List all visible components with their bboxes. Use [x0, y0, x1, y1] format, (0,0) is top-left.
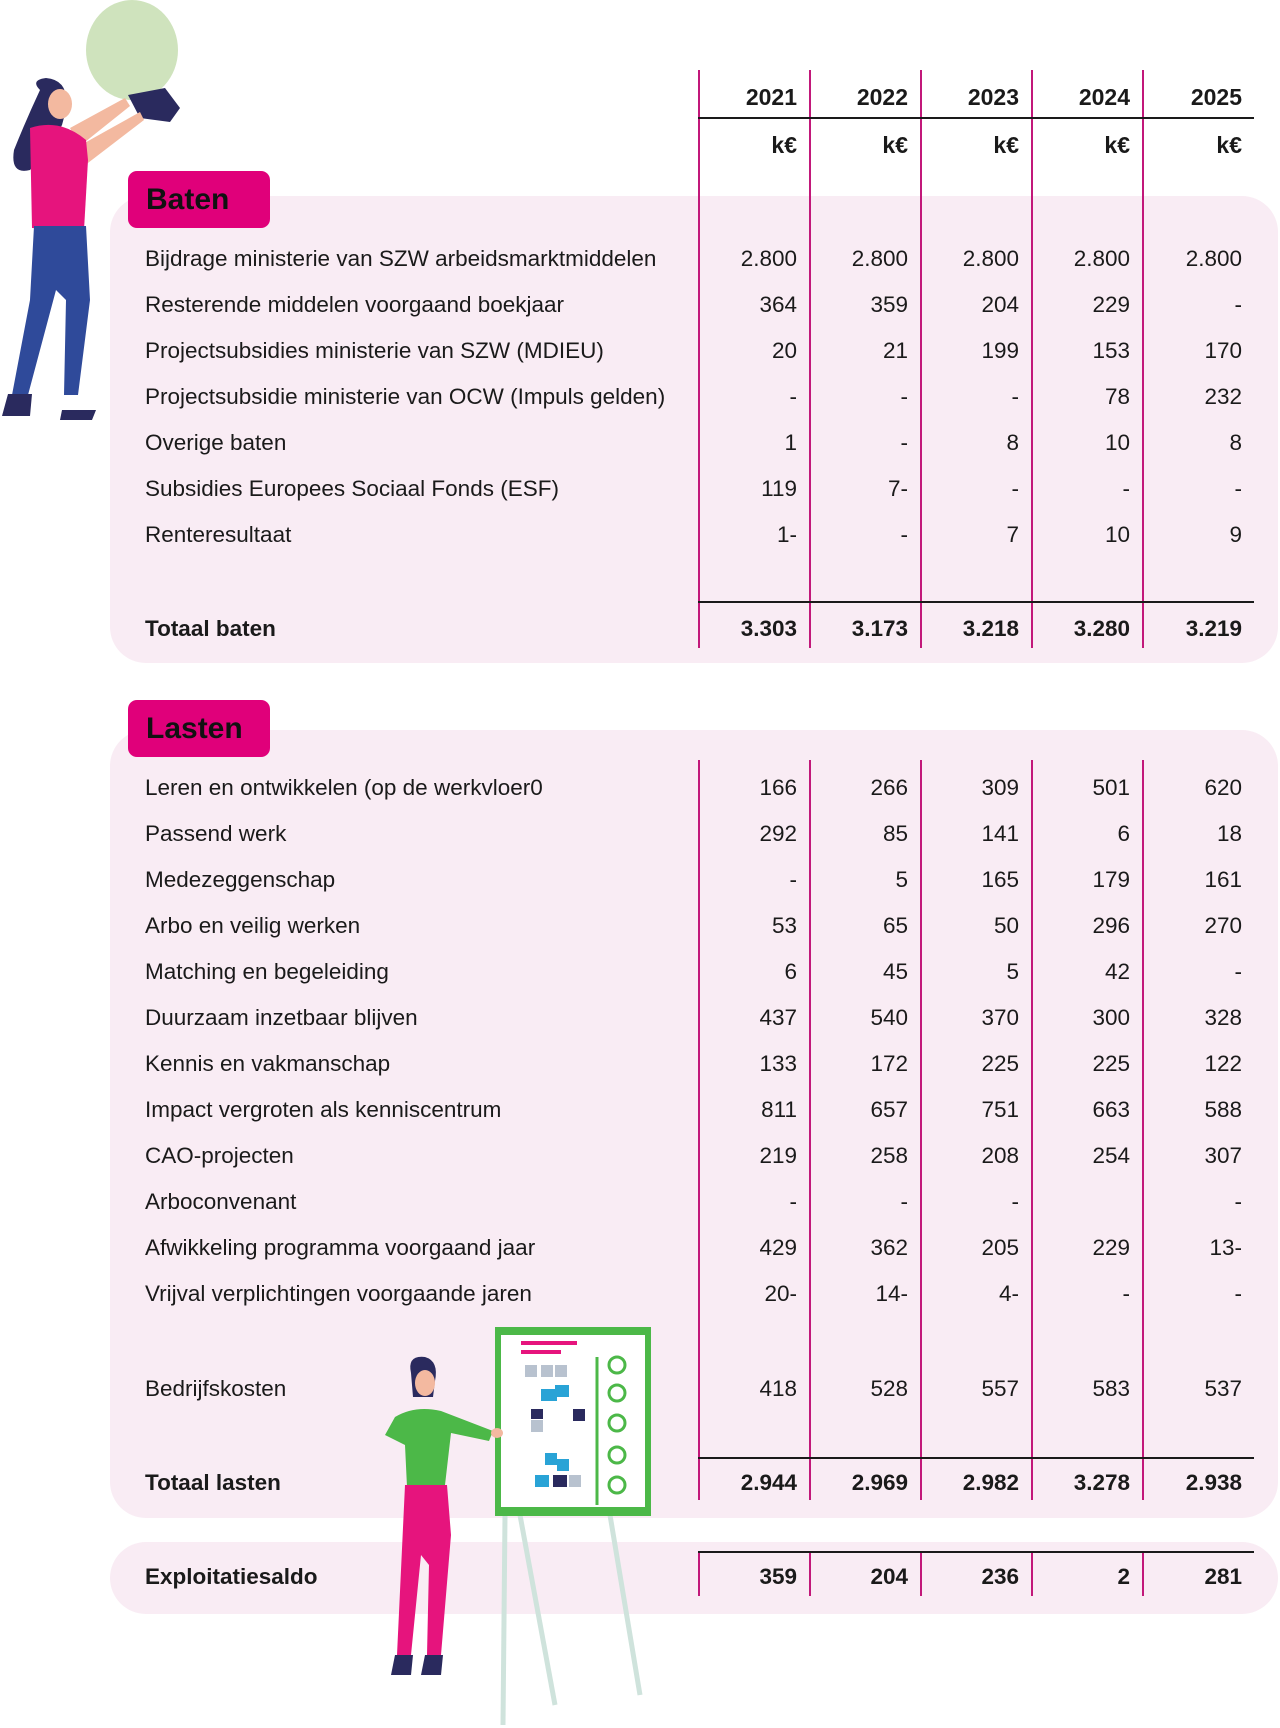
row-value: 328: [1204, 1005, 1242, 1030]
table-row: [0, 1044, 1280, 1084]
row-value: 7: [1006, 522, 1019, 547]
unit-header: k€: [882, 132, 908, 158]
row-value: 557: [981, 1376, 1019, 1401]
row-value: 8: [1006, 430, 1019, 455]
row-value: 3.173: [851, 616, 908, 641]
row-value: 122: [1204, 1051, 1242, 1076]
table-row: [0, 1090, 1280, 1130]
row-value: -: [1234, 1189, 1242, 1214]
row-value: 133: [759, 1051, 797, 1076]
row-value: -: [1234, 959, 1242, 984]
row-value: 370: [981, 1005, 1019, 1030]
row-value: 362: [870, 1235, 908, 1260]
row-value: 3.219: [1185, 616, 1242, 641]
row-value: 1-: [776, 522, 797, 547]
unit-header: k€: [993, 132, 1019, 158]
row-value: 364: [759, 292, 797, 317]
row-value: 2.800: [962, 246, 1019, 271]
table-row: [0, 1182, 1280, 1222]
year-header: 2024: [1078, 84, 1130, 110]
row-value: 537: [1204, 1376, 1242, 1401]
row-value: 418: [759, 1376, 797, 1401]
year-header: 2025: [1190, 84, 1242, 110]
row-label: Projectsubsidies ministerie van SZW (MDIEU): [145, 338, 604, 363]
row-label: Vrijval verplichtingen voorgaande jaren: [145, 1281, 532, 1306]
row-value: 9: [1229, 522, 1242, 547]
row-value: 588: [1204, 1097, 1242, 1122]
row-label: Bedrijfskosten: [145, 1376, 287, 1401]
row-value: 359: [759, 1564, 797, 1589]
row-value: 232: [1204, 384, 1242, 409]
row-value: -: [1011, 384, 1019, 409]
row-label: Overige baten: [145, 430, 287, 455]
row-value: 292: [759, 821, 797, 846]
row-value: 21: [882, 338, 908, 363]
row-value: 307: [1204, 1143, 1242, 1168]
row-label: Impact vergroten als kenniscentrum: [145, 1097, 502, 1122]
row-value: 3.303: [740, 616, 797, 641]
row-value: 85: [882, 821, 908, 846]
row-value: 5: [1006, 959, 1019, 984]
row-label: Afwikkeling programma voorgaand jaar: [145, 1235, 536, 1260]
row-value: -: [1011, 1189, 1019, 1214]
table-row: [0, 768, 1280, 808]
row-label: Kennis en vakmanschap: [145, 1051, 391, 1076]
row-label: Bijdrage ministerie van SZW arbeidsmarktmiddelen: [145, 246, 657, 271]
row-value: 225: [981, 1051, 1019, 1076]
unit-header: k€: [1216, 132, 1242, 158]
baten-section-title: Baten: [128, 171, 270, 228]
row-value: 266: [870, 775, 908, 800]
row-value: 45: [882, 959, 908, 984]
row-value: -: [1234, 292, 1242, 317]
row-value: 229: [1092, 1235, 1130, 1260]
row-value: 359: [870, 292, 908, 317]
row-value: 78: [1104, 384, 1130, 409]
row-label: Resterende middelen voorgaand boekjaar: [145, 292, 565, 317]
table-row: [0, 1136, 1280, 1176]
row-value: 50: [993, 913, 1019, 938]
row-value: 2: [1117, 1564, 1130, 1589]
table-row: [0, 906, 1280, 946]
row-value: 2.800: [851, 246, 908, 271]
row-value: 437: [759, 1005, 797, 1030]
row-value: 7-: [887, 476, 908, 501]
row-label: Leren en ontwikkelen (op de werkvloer0: [145, 775, 543, 800]
row-value: 540: [870, 1005, 908, 1030]
year-header: 2023: [967, 84, 1019, 110]
total-baten-rule: [698, 601, 1254, 603]
row-value: 3.218: [962, 616, 1019, 641]
row-value: 205: [981, 1235, 1019, 1260]
row-label: Medezeggenschap: [145, 867, 336, 892]
row-label: Arboconvenant: [145, 1189, 297, 1214]
row-value: 501: [1092, 775, 1130, 800]
row-value: 204: [870, 1564, 908, 1589]
row-value: -: [1234, 1281, 1242, 1306]
row-value: 296: [1092, 913, 1130, 938]
row-value: 8: [1229, 430, 1242, 455]
row-value: 429: [759, 1235, 797, 1260]
row-value: 657: [870, 1097, 908, 1122]
row-label: Matching en begeleiding: [145, 959, 389, 984]
row-value: 2.938: [1185, 1470, 1242, 1495]
row-value: 663: [1092, 1097, 1130, 1122]
row-value: 254: [1092, 1143, 1130, 1168]
row-value: 53: [771, 913, 797, 938]
row-value: -: [900, 384, 908, 409]
row-value: 6: [1117, 821, 1130, 846]
row-value: -: [900, 1189, 908, 1214]
table-row: [0, 1228, 1280, 1268]
row-value: 229: [1092, 292, 1130, 317]
table-row: [0, 952, 1280, 992]
row-value: 3.278: [1073, 1470, 1130, 1495]
row-value: 225: [1092, 1051, 1130, 1076]
row-value: 300: [1092, 1005, 1130, 1030]
row-label: Subsidies Europees Sociaal Fonds (ESF): [145, 476, 559, 501]
row-value: 170: [1204, 338, 1242, 363]
header-rule: [698, 117, 1254, 119]
row-value: 13-: [1209, 1235, 1242, 1260]
row-value: 166: [759, 775, 797, 800]
unit-header: k€: [771, 132, 797, 158]
total-lasten-rule: [698, 1457, 1254, 1459]
row-value: 6: [784, 959, 797, 984]
row-value: 236: [981, 1564, 1019, 1589]
row-value: 309: [981, 775, 1019, 800]
table-row: [0, 1274, 1280, 1314]
row-value: 219: [759, 1143, 797, 1168]
row-value: 42: [1104, 959, 1130, 984]
row-value: 4-: [998, 1281, 1019, 1306]
row-value: 811: [761, 1097, 797, 1122]
row-label: Projectsubsidie ministerie van OCW (Impuls gelden): [145, 384, 666, 409]
row-value: 751: [981, 1097, 1019, 1122]
row-value: 141: [981, 821, 1019, 846]
table-row: [0, 998, 1280, 1038]
year-header: 2022: [856, 84, 908, 110]
row-value: 20-: [764, 1281, 797, 1306]
row-value: -: [900, 522, 908, 547]
row-value: 153: [1092, 338, 1130, 363]
row-value: 10: [1104, 430, 1130, 455]
row-label: Exploitatiesaldo: [145, 1564, 318, 1589]
unit-header: k€: [1104, 132, 1130, 158]
row-value: 2.800: [740, 246, 797, 271]
row-value: 258: [870, 1143, 908, 1168]
row-value: 2.982: [962, 1470, 1019, 1495]
table-row: [0, 469, 1280, 509]
row-value: -: [1011, 476, 1019, 501]
row-value: 2.800: [1073, 246, 1130, 271]
row-label: Arbo en veilig werken: [145, 913, 361, 938]
row-value: -: [789, 1189, 797, 1214]
saldo-rule: [698, 1551, 1254, 1553]
row-label: Duurzaam inzetbaar blijven: [145, 1005, 418, 1030]
row-label: Totaal baten: [145, 616, 276, 641]
row-label: Passend werk: [145, 821, 287, 846]
row-value: 119: [761, 476, 797, 501]
row-value: 172: [870, 1051, 908, 1076]
woman-presenting-flipchart-illustration: [355, 1325, 665, 1728]
row-value: -: [1122, 476, 1130, 501]
row-value: 281: [1204, 1564, 1242, 1589]
year-header: 2021: [745, 84, 797, 110]
row-value: -: [789, 867, 797, 892]
row-value: 1: [784, 430, 797, 455]
row-label: Totaal lasten: [145, 1470, 281, 1495]
row-value: 165: [981, 867, 1019, 892]
row-value: 270: [1204, 913, 1242, 938]
row-value: 620: [1204, 775, 1242, 800]
row-value: 2.800: [1185, 246, 1242, 271]
row-value: 161: [1204, 867, 1242, 892]
table-row: [0, 860, 1280, 900]
row-value: 179: [1092, 867, 1130, 892]
row-value: -: [789, 384, 797, 409]
row-value: 528: [870, 1376, 908, 1401]
row-value: 204: [981, 292, 1019, 317]
row-value: 18: [1216, 821, 1242, 846]
row-value: 2.944: [740, 1470, 797, 1495]
row-value: 20: [771, 338, 797, 363]
row-value: 199: [981, 338, 1019, 363]
row-value: 208: [981, 1143, 1019, 1168]
row-value: -: [1234, 476, 1242, 501]
row-value: 14-: [875, 1281, 908, 1306]
row-value: 2.969: [851, 1470, 908, 1495]
row-label: Renteresultaat: [145, 522, 292, 547]
row-value: 583: [1092, 1376, 1130, 1401]
lasten-section-title: Lasten: [128, 700, 270, 757]
row-value: 65: [882, 913, 908, 938]
table-row: [0, 814, 1280, 854]
table-row: [0, 515, 1280, 555]
row-value: -: [900, 430, 908, 455]
row-value: 10: [1104, 522, 1130, 547]
woman-holding-lightbulb-illustration: [0, 0, 200, 430]
row-value: 3.280: [1073, 616, 1130, 641]
total-baten-row: [0, 609, 1280, 649]
row-label: CAO-projecten: [145, 1143, 294, 1168]
row-value: 5: [895, 867, 908, 892]
row-value: -: [1122, 1281, 1130, 1306]
